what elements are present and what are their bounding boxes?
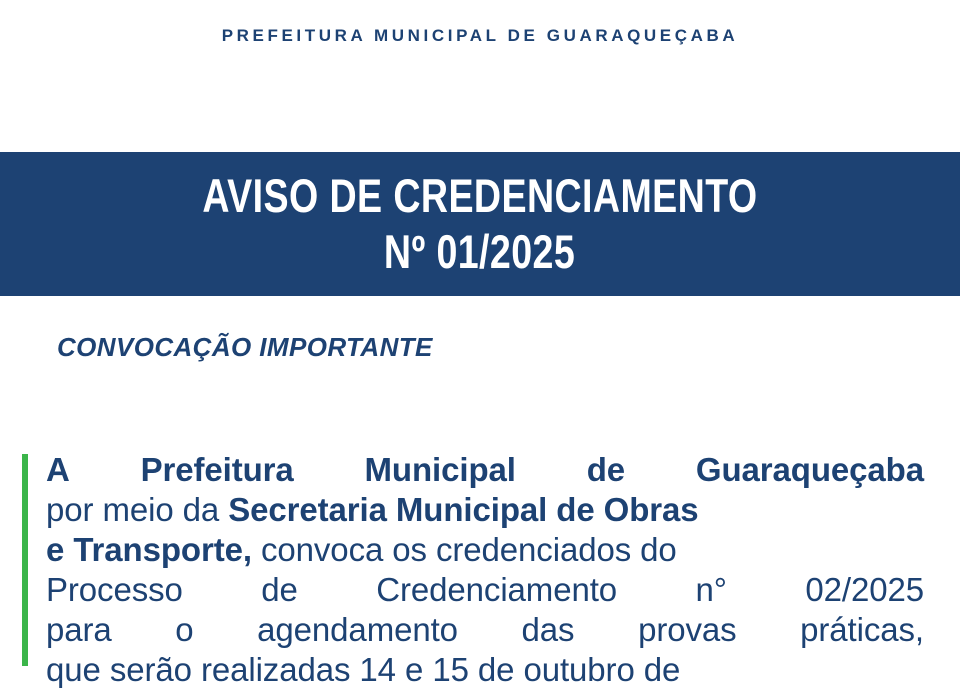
body-line-3-strong: e Transporte, xyxy=(46,531,252,568)
body-line-5-word-6: práticas, xyxy=(800,611,924,648)
body-line-5-word-3: agendamento xyxy=(257,611,458,648)
body-line-2-strong: Secretaria Municipal de Obras xyxy=(228,491,699,528)
body-line-6: que serão realizadas 14 e 15 de outubro de xyxy=(46,651,681,688)
body-line-2 xyxy=(46,490,924,530)
accent-bar xyxy=(22,454,28,666)
body-line-4-word-1: Processo xyxy=(46,571,183,608)
body-line-5-word-1: para xyxy=(46,611,112,648)
body-line-1 xyxy=(46,450,924,490)
body-line-5-word-4: das xyxy=(521,611,575,648)
body-paragraph xyxy=(46,450,924,690)
sub-heading: CONVOCAÇÃO IMPORTANTE xyxy=(57,332,433,362)
body-line-4-word-3: Credenciamento xyxy=(376,571,618,608)
body-line-3 xyxy=(46,530,924,570)
body-line-1-word-4: de xyxy=(586,451,626,488)
body-line-2-text: por meio da xyxy=(46,491,229,528)
body-line-4-word-5: 02/2025 xyxy=(805,571,924,608)
body-line-1-word-3: Municipal xyxy=(364,451,516,488)
body-line-5-word-2: o xyxy=(175,611,194,648)
body-line-4-word-2: de xyxy=(261,571,298,608)
body-line-1-word-1: A xyxy=(46,451,70,488)
notice-title-line-2: Nº 01/2025 xyxy=(384,225,576,278)
body-line-1-word-2: Prefeitura xyxy=(140,451,294,488)
body-line-5-word-5: provas xyxy=(638,611,737,648)
body-line-4-word-4: n° xyxy=(695,571,727,608)
notice-title-line-1: AVISO DE CREDENCIAMENTO xyxy=(202,169,758,222)
title-banner xyxy=(0,152,960,296)
body-line-3-text: convoca os credenciados do xyxy=(251,531,677,568)
body-line-5 xyxy=(46,610,924,650)
body-line-1-word-5: Guaraqueçaba xyxy=(695,451,924,488)
body-line-4 xyxy=(46,570,924,610)
organization-header: PREFEITURA MUNICIPAL DE GUARAQUEÇABA xyxy=(221,26,739,45)
